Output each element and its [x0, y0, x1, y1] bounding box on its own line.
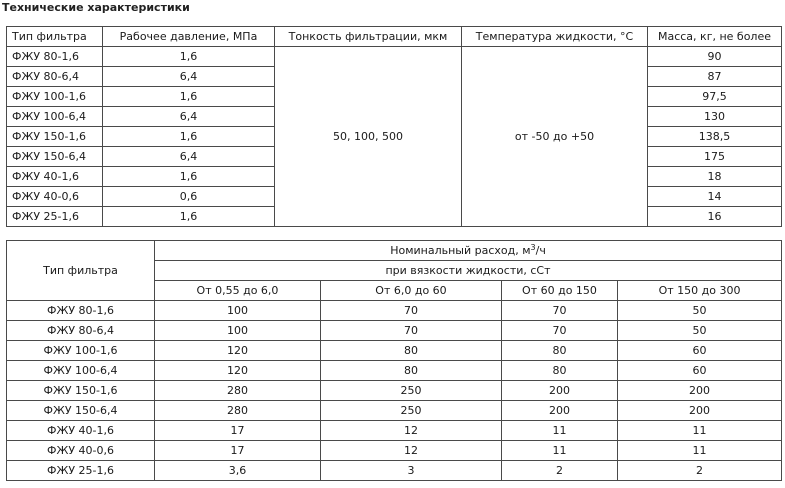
filter-type-cell: ФЖУ 80-1,6: [7, 47, 103, 67]
mass-cell: 87: [648, 67, 782, 87]
flow-value-cell: 100: [155, 321, 321, 341]
header-range: От 0,55 до 6,0: [155, 281, 321, 301]
filter-type-cell: ФЖУ 150-6,4: [7, 401, 155, 421]
flow-value-cell: 2: [618, 461, 782, 481]
table-row: [7, 441, 782, 461]
filter-type-cell: ФЖУ 80-6,4: [7, 67, 103, 87]
flow-value-cell: 60: [618, 341, 782, 361]
flow-value-cell: 280: [155, 381, 321, 401]
filter-type-cell: ФЖУ 150-6,4: [7, 147, 103, 167]
flow-value-cell: 50: [618, 301, 782, 321]
filtration-cell: 50, 100, 500: [275, 47, 462, 227]
specs-header-row: [7, 27, 782, 47]
flow-value-cell: 280: [155, 401, 321, 421]
header-filter-type: Тип фильтра: [7, 27, 103, 47]
flow-value-cell: 200: [618, 401, 782, 421]
filter-type-cell: ФЖУ 150-1,6: [7, 127, 103, 147]
flow-value-cell: 200: [502, 401, 618, 421]
flow-table: [6, 240, 782, 481]
flow-value-cell: 100: [155, 301, 321, 321]
flow-value-cell: 70: [502, 321, 618, 341]
pressure-cell: 0,6: [103, 187, 275, 207]
filter-type-cell: ФЖУ 100-1,6: [7, 341, 155, 361]
mass-cell: 90: [648, 47, 782, 67]
table-row: [7, 361, 782, 381]
header-viscosity: при вязкости жидкости, сСт: [155, 261, 782, 281]
flow-value-cell: 70: [321, 321, 502, 341]
header-nominal-flow: [155, 241, 782, 261]
specs-table: [6, 26, 782, 227]
table-row: [7, 321, 782, 341]
header-pressure: Рабочее давление, МПа: [103, 27, 275, 47]
header-mass: Масса, кг, не более: [648, 27, 782, 47]
filter-type-cell: ФЖУ 100-1,6: [7, 87, 103, 107]
flow-value-cell: 200: [502, 381, 618, 401]
mass-cell: 138,5: [648, 127, 782, 147]
flow-value-cell: 80: [321, 361, 502, 381]
flow-value-cell: 70: [502, 301, 618, 321]
header-range: От 6,0 до 60: [321, 281, 502, 301]
table-row: [7, 461, 782, 481]
flow-value-cell: 17: [155, 421, 321, 441]
flow-value-cell: 120: [155, 361, 321, 381]
header-range: От 60 до 150: [502, 281, 618, 301]
flow-value-cell: 120: [155, 341, 321, 361]
flow-value-cell: 11: [502, 421, 618, 441]
flow-value-cell: 250: [321, 381, 502, 401]
filter-type-cell: ФЖУ 40-0,6: [7, 187, 103, 207]
filter-type-cell: ФЖУ 40-0,6: [7, 441, 155, 461]
pressure-cell: 6,4: [103, 67, 275, 87]
table-row: [7, 401, 782, 421]
pressure-cell: 1,6: [103, 167, 275, 187]
flow-value-cell: 11: [502, 441, 618, 461]
temperature-cell: от -50 до +50: [462, 47, 648, 227]
flow-value-cell: 60: [618, 361, 782, 381]
header-temperature: Температура жидкости, °С: [462, 27, 648, 47]
pressure-cell: 1,6: [103, 207, 275, 227]
flow-value-cell: 2: [502, 461, 618, 481]
flow-value-cell: 12: [321, 441, 502, 461]
table-row: [7, 47, 782, 67]
table-row: [7, 381, 782, 401]
table-row: [7, 341, 782, 361]
flow-value-cell: 80: [502, 341, 618, 361]
pressure-cell: 6,4: [103, 147, 275, 167]
filter-type-cell: ФЖУ 100-6,4: [7, 107, 103, 127]
flow-value-cell: 250: [321, 401, 502, 421]
table-row: [7, 421, 782, 441]
flow-value-cell: 3: [321, 461, 502, 481]
pressure-cell: 1,6: [103, 127, 275, 147]
filter-type-cell: ФЖУ 40-1,6: [7, 167, 103, 187]
flow-value-cell: 80: [321, 341, 502, 361]
flow-header-superscript: 3: [530, 243, 536, 252]
flow-value-cell: 11: [618, 421, 782, 441]
mass-cell: 18: [648, 167, 782, 187]
page-title: Технические характеристики: [2, 1, 190, 14]
header-range: От 150 до 300: [618, 281, 782, 301]
filter-type-cell: ФЖУ 100-6,4: [7, 361, 155, 381]
filter-type-cell: ФЖУ 80-6,4: [7, 321, 155, 341]
flow-value-cell: 11: [618, 441, 782, 461]
flow-value-cell: 3,6: [155, 461, 321, 481]
mass-cell: 130: [648, 107, 782, 127]
mass-cell: 175: [648, 147, 782, 167]
pressure-cell: 1,6: [103, 47, 275, 67]
mass-cell: 14: [648, 187, 782, 207]
flow-value-cell: 12: [321, 421, 502, 441]
flow-value-cell: 200: [618, 381, 782, 401]
pressure-cell: 1,6: [103, 87, 275, 107]
flow-value-cell: 17: [155, 441, 321, 461]
flow-header-text: Номинальный расход, м: [390, 244, 531, 257]
filter-type-cell: ФЖУ 25-1,6: [7, 207, 103, 227]
table-row: [7, 301, 782, 321]
flow-header-unit: /ч: [535, 244, 546, 257]
filter-type-cell: ФЖУ 25-1,6: [7, 461, 155, 481]
filter-type-cell: ФЖУ 80-1,6: [7, 301, 155, 321]
header-filtration: Тонкость фильтрации, мкм: [275, 27, 462, 47]
filter-type-cell: ФЖУ 40-1,6: [7, 421, 155, 441]
mass-cell: 97,5: [648, 87, 782, 107]
flow-value-cell: 50: [618, 321, 782, 341]
header-filter-type: Тип фильтра: [7, 241, 155, 301]
flow-value-cell: 70: [321, 301, 502, 321]
filter-type-cell: ФЖУ 150-1,6: [7, 381, 155, 401]
pressure-cell: 6,4: [103, 107, 275, 127]
flow-header-row: [7, 241, 782, 261]
flow-value-cell: 80: [502, 361, 618, 381]
mass-cell: 16: [648, 207, 782, 227]
